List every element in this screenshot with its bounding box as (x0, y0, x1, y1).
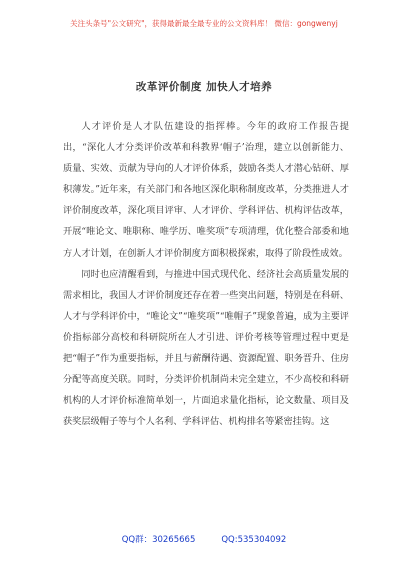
document-body (63, 116, 349, 432)
footer-qq-group: QQ群：30265665 (121, 535, 196, 545)
footer-contact (0, 533, 408, 545)
document-title: 改革评价制度 加快人才培养 (135, 81, 273, 93)
paragraph-2: 同时也应清醒看到，与推进中国式现代化、经济社会高质量发展的需求相比，我国人才评价制度还存在着一些突出问题，特别是在科研、人才与学科评价中，“唯论文”“唯奖项”“唯帽子”现象普遍，成为主要评价指标部分高校和科研院所在人才引进、评价考核等管理过程中更是把“帽子”作为重要指标，并且与薪酬待遇、资源配置、职务晋升、住房分配等高度关联。同时，分类评价机制尚未完全建立，不少高校和科研机构的人才评价标准简单划一，片面追求量化指标，论文数量、项目及获奖层级帽子等与个人名利、学科评估、机构排名等紧密挂钩。这 (63, 268, 349, 428)
footer-qq-number: QQ:535304092 (221, 535, 287, 545)
paragraph-1: 人才评价是人才队伍建设的指挥棒。今年的政府工作报告提出，“深化人才分类评价改革和科教界‘帽子’治理，建立以创新能力、质量、实效、贡献为导向的人才评价体系，鼓励各类人才潜心钻研、厚积薄发。”近年来，有关部门和各地区深化职称制度改革，分类推进人才评价制度改革，深化项目评审、人才评价、学科评估、机构评估改革，开展“唯论文、唯职称、唯学历、唯奖项”专项清理，优化整合部委和地方人才计划，在创新人才评价制度方面积极探索，取得了阶段性成效。 (63, 121, 349, 259)
header-promo-note: 关注头条号"公文研究"，获得最新最全最专业的公文资料库！ 微信：gongwenyj (70, 19, 338, 28)
